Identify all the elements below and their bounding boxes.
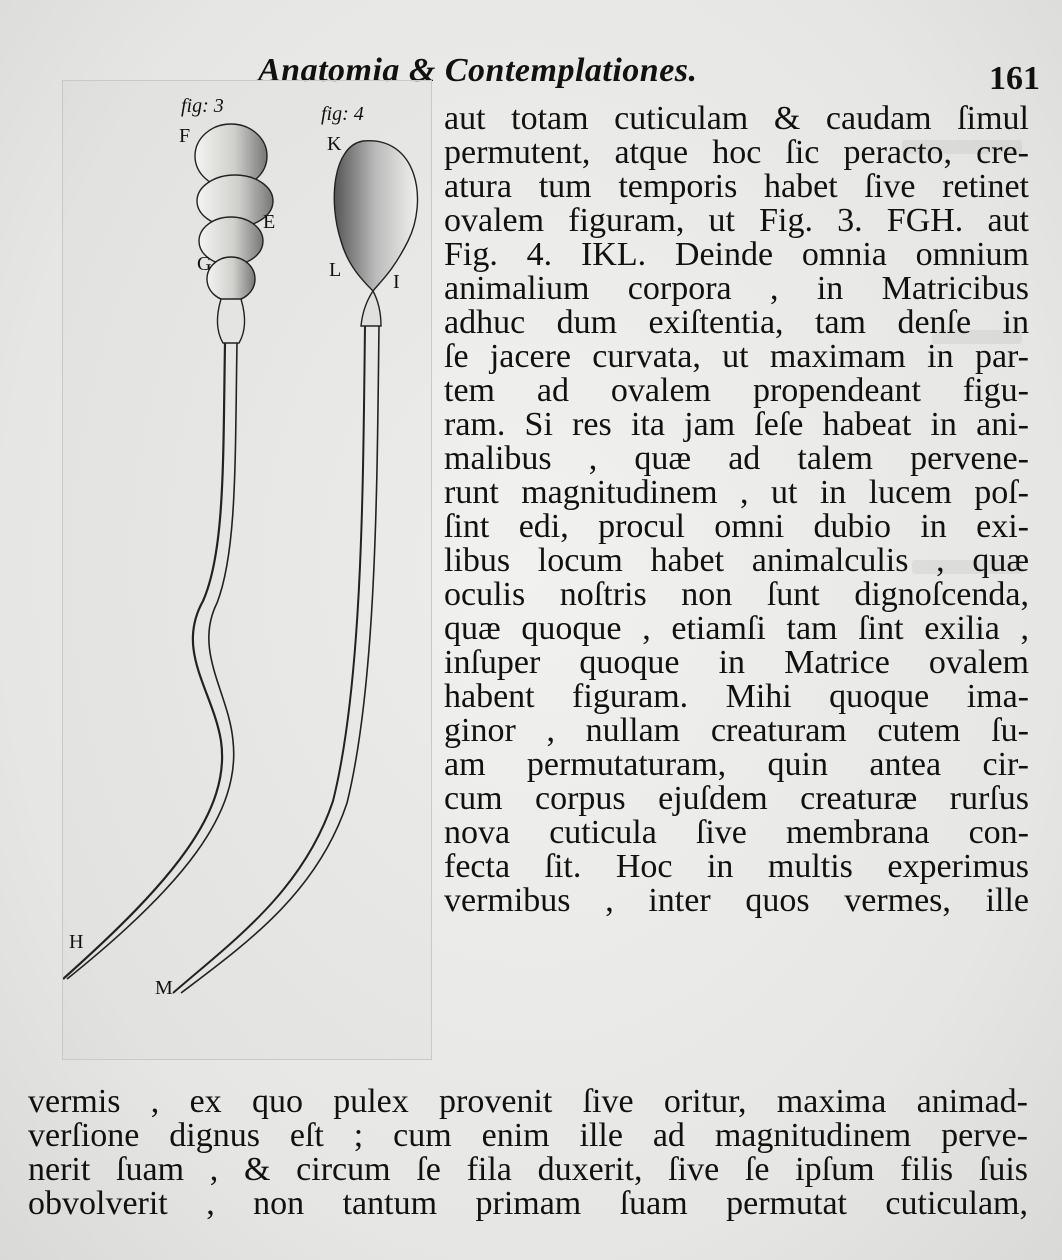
fig3-tail [63,343,237,979]
label-k: K [327,133,342,155]
fig3-head [195,124,276,343]
page-number: 161 [989,60,1040,97]
text-line: cum corpus ejuſdem creaturæ rurſus [444,780,1029,817]
text-line: runt magnitudinem , ut in lucem poſ- [444,474,1029,511]
fig3-caption: fig: 3 [181,95,224,117]
text-line: nerit ſuam , & circum ſe fila duxerit, ſive ſe ipſum filis ſuis [28,1151,1028,1188]
text-line: oculis noſtris non ſunt dignoſcenda, [444,576,1029,613]
spermatozoa-illustration [63,81,431,1059]
text-line: inſuper quoque in Matrice ovalem [444,644,1029,681]
label-e: E [263,211,276,233]
fig4-tail [173,326,379,993]
text-full-width [28,1085,1028,1221]
text-line: permutent, atque hoc ſic peracto, cre- [444,134,1029,171]
text-line: animalium corpora , in Matricibus [444,270,1029,307]
label-g: G [197,253,212,275]
text-line: malibus , quæ ad talem pervene- [444,440,1029,477]
text-line: vermibus , inter quos vermes, ille [444,882,1029,919]
text-line: am permutaturam, quin antea cir- [444,746,1029,783]
text-line: quæ quoque , etiamſi tam ſint exilia , [444,610,1029,647]
text-line: ſe jacere curvata, ut maximam in par- [444,338,1029,375]
text-line: ginor , nullam creaturam cutem ſu- [444,712,1029,749]
text-line: Fig. 4. IKL. Deinde omnia omnium [444,236,1029,273]
label-h: H [69,931,84,953]
fig4-caption: fig: 4 [321,103,364,125]
label-l: L [329,259,342,281]
text-line: libus locum habet animalculis , quæ [444,542,1029,579]
text-line: atura tum temporis habet ſive retinet [444,168,1029,205]
text-line: nova cuticula ſive membrana con- [444,814,1029,851]
text-line: ſint edi, procul omni dubio in exi- [444,508,1029,545]
label-m: M [155,977,173,999]
text-line: aut totam cuticulam & caudam ſimul [444,100,1029,137]
engraving-plate [62,80,432,1060]
text-line: verſione dignus eſt ; cum enim ille ad magnitudinem perve- [28,1117,1028,1154]
text-line: adhuc dum exiſtentia, tam denſe in [444,304,1029,341]
running-title: Anatomia & Contemplationes. [258,52,698,89]
text-line: fecta ſit. Hoc in multis experimus [444,848,1029,885]
text-line: vermis , ex quo pulex provenit ſive oritur, maxima animad- [28,1083,1028,1120]
label-i: I [393,271,400,293]
text-line: ram. Si res ita jam ſeſe habeat in ani- [444,406,1029,443]
label-f: F [179,125,191,147]
text-line: tem ad ovalem propendeant figu- [444,372,1029,409]
text-line: ovalem figuram, ut Fig. 3. FGH. aut [444,202,1029,239]
text-column-beside-figure [444,102,1029,918]
text-line: habent figuram. Mihi quoque ima- [444,678,1029,715]
fig4-head [334,141,417,326]
text-line: obvolverit , non tantum primam ſuam permutat cuticulam, [28,1185,1028,1222]
